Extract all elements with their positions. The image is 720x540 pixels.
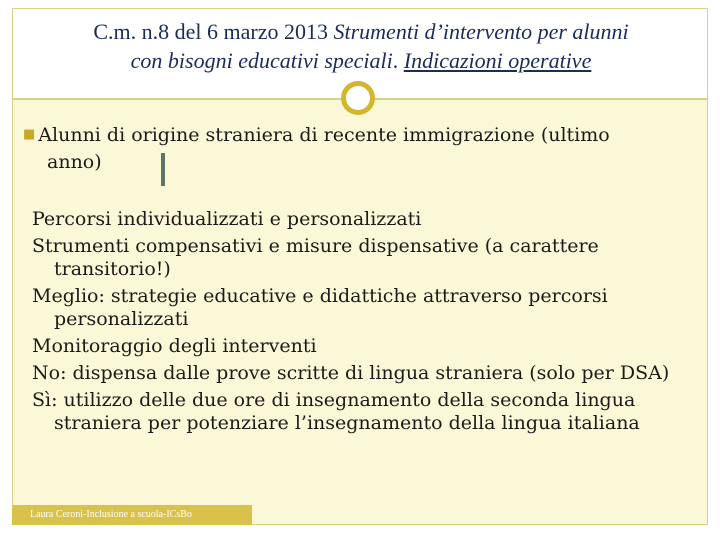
list-item-text: Monitoraggio degli interventi	[32, 335, 317, 357]
list-item-text: Sì: utilizzo delle due ore di insegnamento della seconda lingua	[32, 389, 636, 411]
slide-title	[13, 17, 709, 75]
list-item	[32, 335, 702, 358]
list-item	[32, 235, 702, 281]
footer-text: Laura Ceroni-Inclusione a scuola-ICsBo	[30, 509, 192, 520]
bullet-point	[23, 123, 683, 175]
bullet-line-2: anno)	[47, 151, 102, 173]
list-item-text: Strumenti compensativi e misure dispensative (a carattere	[32, 235, 599, 257]
list-item-text: Percorsi individualizzati e personalizzati	[32, 208, 422, 230]
vertical-bar-ornament-icon	[161, 153, 165, 186]
list-item-text: No: dispensa dalle prove scritte di lingua straniera (solo per DSA)	[32, 362, 670, 384]
list-item-continuation: transitorio!)	[54, 258, 171, 280]
title-part-2: Strumenti d’intervento per alunni	[333, 19, 629, 44]
list-item	[32, 362, 702, 385]
list-item-continuation: straniera per potenziare l’insegnamento della lingua italiana	[54, 412, 640, 434]
bullet-icon: ■	[23, 127, 36, 142]
bullet-line-1: Alunni di origine straniera di recente immigrazione (ultimo	[38, 124, 610, 146]
list-item	[32, 389, 702, 435]
title-part-3: con bisogni educativi speciali	[130, 48, 393, 73]
title-part-1: C.m. n.8 del 6 marzo 2013	[93, 19, 334, 44]
list-item	[32, 208, 702, 231]
title-part-4: .	[392, 48, 404, 73]
list-item	[32, 285, 702, 331]
title-part-5: Indicazioni operative	[403, 48, 592, 73]
list-item-text: Meglio: strategie educative e didattiche attraverso percorsi	[32, 285, 608, 307]
body-list	[32, 208, 702, 439]
ring-ornament-icon	[341, 81, 375, 115]
list-item-continuation: personalizzati	[54, 308, 189, 330]
